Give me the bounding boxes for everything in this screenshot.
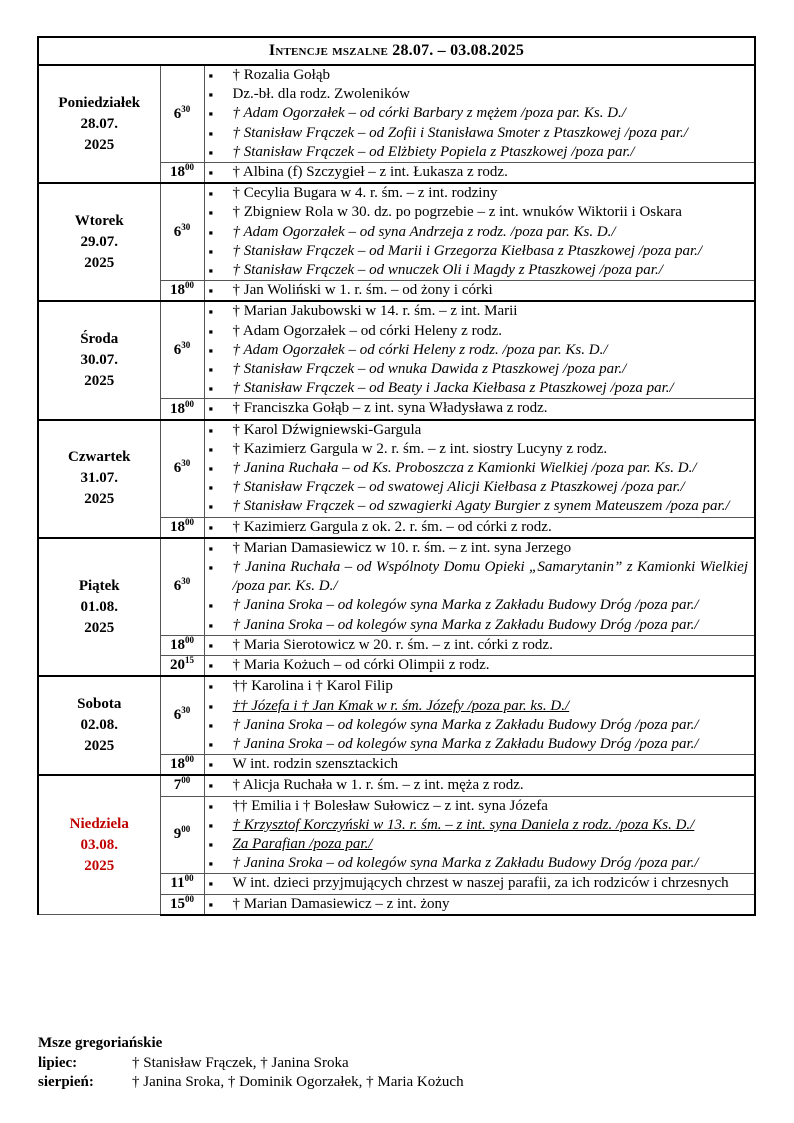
intention-item: ▪ † Kazimierz Gargula z ok. 2. r. śm. – od córki z rodz.	[233, 518, 749, 537]
mass-hour: 18	[170, 164, 185, 181]
intentions-list	[205, 755, 755, 774]
intentions-list	[205, 677, 755, 754]
intentions-cell	[204, 755, 755, 776]
intention-item: ▪ † Kazimierz Gargula w 2. r. śm. – z int. siostry Lucyny z rodz.	[233, 440, 749, 459]
day-cell	[38, 775, 160, 914]
mass-time	[160, 755, 204, 776]
intention-item: ▪ † Janina Ruchała – od Ks. Proboszcza z Kamionki Wielkiej /poza par. Ks. D./	[233, 459, 749, 478]
mass-minutes: 00	[185, 398, 194, 409]
intentions-cell	[204, 65, 755, 163]
intentions-list	[205, 874, 755, 893]
intention-item: ▪ † Alicja Ruchała w 1. r. śm. – z int. męża z rodz.	[233, 776, 749, 795]
day-name: Niedziela	[69, 815, 129, 832]
intentions-cell	[204, 775, 755, 796]
gregorian-value: † Stanisław Frączek, † Janina Sroka	[132, 1054, 349, 1071]
intentions-cell	[204, 301, 755, 399]
mass-minutes: 30	[181, 576, 191, 587]
mass-time	[160, 183, 204, 281]
intention-item: ▪ † Janina Sroka – od kolegów syna Marka z Zakładu Budowy Dróg /poza par./	[233, 716, 749, 735]
intention-item: ▪ † Stanisław Frączek – od Marii i Grzegorza Kiełbasa z Ptaszkowej /poza par./	[233, 242, 749, 261]
mass-hour: 15	[170, 895, 185, 912]
intention-item: ▪ † Marian Damasiewicz w 10. r. śm. – z int. syna Jerzego	[233, 539, 749, 558]
mass-minutes: 00	[181, 824, 191, 835]
intention-item: ▪ †† Karolina i † Karol Filip	[233, 677, 749, 696]
intentions-cell	[204, 163, 755, 184]
intention-item: ▪ Za Parafian /poza par./	[233, 835, 749, 854]
day-cell	[38, 420, 160, 538]
mass-hour: 18	[170, 756, 185, 773]
mass-minutes: 00	[185, 162, 194, 173]
intentions-cell	[204, 399, 755, 420]
mass-hour: 6	[173, 460, 182, 477]
mass-hour: 20	[170, 657, 185, 674]
day-name: Poniedziałek	[58, 94, 141, 111]
mass-minutes: 00	[185, 893, 194, 904]
intention-item: ▪ † Marian Damasiewicz – z int. żony	[233, 895, 749, 914]
intentions-table	[37, 36, 756, 916]
mass-hour: 6	[173, 578, 182, 595]
schedule-row	[38, 538, 755, 636]
day-date: 28.07.	[80, 115, 118, 132]
intention-item: ▪ † Stanisław Frączek – od Zofii i Stanisława Smoter z Ptaszkowej /poza par./	[233, 124, 749, 143]
intention-item: ▪ W int. rodzin szensztackich	[233, 755, 749, 774]
intention-item: ▪ † Janina Sroka – od kolegów syna Marka z Zakładu Budowy Dróg /poza par./	[233, 735, 749, 754]
mass-hour: 6	[173, 223, 182, 240]
intention-item: ▪ † Adam Ogorzałek – od córki Heleny z rodz. /poza par. Ks. D./	[233, 341, 749, 360]
day-name: Piątek	[78, 577, 120, 594]
mass-minutes: 30	[181, 458, 191, 469]
day-date: 31.07.	[80, 470, 118, 487]
mass-time	[160, 420, 204, 518]
mass-time	[160, 281, 204, 302]
day-year: 2025	[84, 619, 115, 636]
intentions-cell	[204, 676, 755, 754]
title-dates: 28.07. – 03.08.2025	[392, 42, 525, 59]
intentions-cell	[204, 281, 755, 302]
schedule-row	[38, 676, 755, 754]
mass-hour: 7	[173, 777, 182, 794]
day-year: 2025	[84, 136, 115, 153]
mass-time	[160, 656, 204, 677]
intentions-list	[205, 399, 755, 418]
intention-item: ▪ † Stanisław Frączek – od wnuczek Oli i Magdy z Ptaszkowej /poza par./	[233, 261, 749, 280]
intentions-cell	[204, 420, 755, 518]
intention-item: ▪ † Stanisław Frączek – od Beaty i Jacka Kiełbasa z Ptaszkowej /poza par./	[233, 379, 749, 398]
intention-item: ▪ †† Józefa i † Jan Kmak w r. śm. Józefy /poza par. ks. D./	[233, 697, 749, 716]
mass-time	[160, 676, 204, 754]
mass-time	[160, 163, 204, 184]
gregorian-row-july	[38, 1054, 464, 1074]
day-cell	[38, 183, 160, 301]
schedule-row	[38, 183, 755, 281]
mass-hour: 6	[173, 105, 182, 122]
intention-item: ▪ † Adam Ogorzałek – od córki Barbary z mężem /poza par. Ks. D./	[233, 104, 749, 123]
mass-time	[160, 874, 204, 894]
mass-time	[160, 517, 204, 538]
intention-item: ▪ † Stanisław Frączek – od swatowej Alicji Kiełbasa z Ptaszkowej /poza par./	[233, 478, 749, 497]
intention-item: ▪ †† Emilia i † Bolesław Sułowicz – z int. syna Józefa	[233, 797, 749, 816]
day-date: 30.07.	[80, 352, 118, 369]
intention-item: ▪ † Janina Sroka – od kolegów syna Marka z Zakładu Budowy Dróg /poza par./	[233, 596, 749, 615]
intentions-list	[205, 797, 755, 874]
intention-item: ▪ † Janina Sroka – od kolegów syna Marka z Zakładu Budowy Dróg /poza par./	[233, 854, 749, 873]
mass-time	[160, 635, 204, 655]
intention-item: ▪ † Zbigniew Rola w 30. dz. po pogrzebie – z int. wnuków Wiktorii i Oskara	[233, 203, 749, 222]
intentions-list	[205, 184, 755, 280]
day-name: Wtorek	[74, 212, 124, 229]
intentions-list	[205, 302, 755, 398]
gregorian-row-august	[38, 1073, 464, 1093]
intentions-cell	[204, 796, 755, 874]
gregorian-heading: Msze gregoriańskie	[38, 1035, 163, 1051]
intention-item: ▪ W int. dzieci przyjmujących chrzest w naszej parafii, za ich rodziców i chrzesnych	[233, 874, 749, 893]
mass-time	[160, 796, 204, 874]
intentions-list	[205, 518, 755, 537]
intentions-list	[205, 656, 755, 675]
intention-item: ▪ † Stanisław Frączek – od szwagierki Agaty Burgier z synem Mateuszem /poza par./	[233, 497, 749, 516]
day-year: 2025	[84, 254, 115, 271]
mass-minutes: 00	[185, 280, 194, 291]
schedule-row	[38, 420, 755, 518]
mass-hour: 18	[170, 400, 185, 417]
intentions-cell	[204, 894, 755, 915]
mass-minutes: 00	[185, 754, 194, 765]
intention-item: ▪ † Maria Kożuch – od córki Olimpii z rodz.	[233, 656, 749, 675]
gregorian-label: lipiec:	[38, 1054, 78, 1071]
mass-hour: 11	[170, 875, 185, 892]
gregorian-masses	[38, 1034, 464, 1093]
mass-hour: 6	[173, 341, 182, 358]
mass-minutes: 00	[185, 516, 194, 527]
intention-item: ▪ † Janina Sroka – od kolegów syna Marka z Zakładu Budowy Dróg /poza par./	[233, 616, 749, 635]
intentions-list	[205, 163, 755, 182]
mass-minutes: 00	[181, 775, 191, 786]
intention-item: ▪ † Janina Ruchała – od Wspólnoty Domu Opieki „Samarytanin” z Kamionki Wielkiej /poza par. Ks. D./	[233, 558, 749, 596]
mass-minutes: 30	[181, 339, 191, 350]
intention-item: ▪ † Jan Woliński w 1. r. śm. – od żony i córki	[233, 281, 749, 300]
table-title	[38, 37, 755, 65]
intentions-cell	[204, 635, 755, 655]
day-date: 02.08.	[80, 717, 118, 734]
mass-minutes: 15	[185, 655, 194, 666]
intentions-list	[205, 776, 755, 795]
day-date: 03.08.	[80, 836, 118, 853]
mass-minutes: 00	[184, 873, 194, 884]
intentions-cell	[204, 874, 755, 894]
day-cell	[38, 538, 160, 676]
intention-item: ▪ Dz.-bł. dla rodz. Zwoleników	[233, 85, 749, 104]
day-date: 29.07.	[80, 233, 118, 250]
intentions-cell	[204, 538, 755, 636]
intention-item: ▪ † Adam Ogorzałek – od córki Heleny z rodz.	[233, 322, 749, 341]
mass-hour: 18	[170, 518, 185, 535]
intentions-list	[205, 421, 755, 517]
mass-time	[160, 894, 204, 915]
table-title-row	[38, 37, 755, 65]
day-year: 2025	[84, 373, 115, 390]
mass-time	[160, 399, 204, 420]
intention-item: ▪ † Marian Jakubowski w 14. r. śm. – z int. Marii	[233, 302, 749, 321]
gregorian-label: sierpień:	[38, 1074, 94, 1090]
intentions-list	[205, 636, 755, 655]
mass-time	[160, 538, 204, 636]
intentions-list	[205, 281, 755, 300]
mass-minutes: 30	[181, 221, 191, 232]
intention-item: ▪ † Krzysztof Korczyński w 13. r. śm. – z int. syna Daniela z rodz. /poza Ks. D./	[233, 816, 749, 835]
intention-item: ▪ † Cecylia Bugara w 4. r. śm. – z int. rodziny	[233, 184, 749, 203]
intentions-cell	[204, 517, 755, 538]
day-name: Sobota	[77, 696, 122, 713]
mass-minutes: 30	[181, 103, 191, 114]
day-cell	[38, 301, 160, 419]
mass-minutes: 00	[185, 634, 194, 645]
intention-item: ▪ † Karol Dźwigniewski-Gargula	[233, 421, 749, 440]
day-date: 01.08.	[80, 598, 118, 615]
day-cell	[38, 676, 160, 775]
mass-hour: 6	[173, 707, 182, 724]
intention-item: ▪ † Adam Ogorzałek – od syna Andrzeja z rodz. /poza par. Ks. D./	[233, 223, 749, 242]
day-cell	[38, 65, 160, 183]
intention-item: ▪ † Franciszka Gołąb – z int. syna Władysława z rodz.	[233, 399, 749, 418]
mass-hour: 18	[170, 636, 185, 653]
intentions-list	[205, 539, 755, 635]
intention-item: ▪ † Albina (f) Szczygieł – z int. Łukasza z rodz.	[233, 163, 749, 182]
intention-item: ▪ † Stanisław Frączek – od wnuka Dawida z Ptaszkowej /poza par./	[233, 360, 749, 379]
mass-hour: 18	[170, 282, 185, 299]
intentions-list	[205, 895, 755, 914]
day-year: 2025	[84, 738, 115, 755]
intentions-cell	[204, 183, 755, 281]
mass-time	[160, 775, 204, 796]
mass-time	[160, 301, 204, 399]
intention-item: ▪ † Maria Sierotowicz w 20. r. śm. – z int. córki z rodz.	[233, 636, 749, 655]
intention-item: ▪ † Rozalia Gołąb	[233, 66, 749, 85]
gregorian-value: † Janina Sroka, † Dominik Ogorzałek, † Maria Kożuch	[132, 1074, 464, 1090]
intentions-list	[205, 66, 755, 162]
schedule-row	[38, 65, 755, 163]
schedule-row	[38, 301, 755, 399]
day-year: 2025	[84, 857, 115, 874]
mass-time	[160, 65, 204, 163]
day-name: Środa	[80, 331, 119, 348]
schedule-row	[38, 775, 755, 796]
intention-item: ▪ † Stanisław Frączek – od Elżbiety Popiela z Ptaszkowej /poza par./	[233, 143, 749, 162]
mass-hour: 9	[173, 826, 182, 843]
day-year: 2025	[84, 491, 115, 508]
intentions-cell	[204, 656, 755, 677]
day-name: Czwartek	[68, 449, 131, 466]
title-prefix: Intencje mszalne	[268, 42, 389, 59]
mass-minutes: 30	[181, 705, 191, 716]
